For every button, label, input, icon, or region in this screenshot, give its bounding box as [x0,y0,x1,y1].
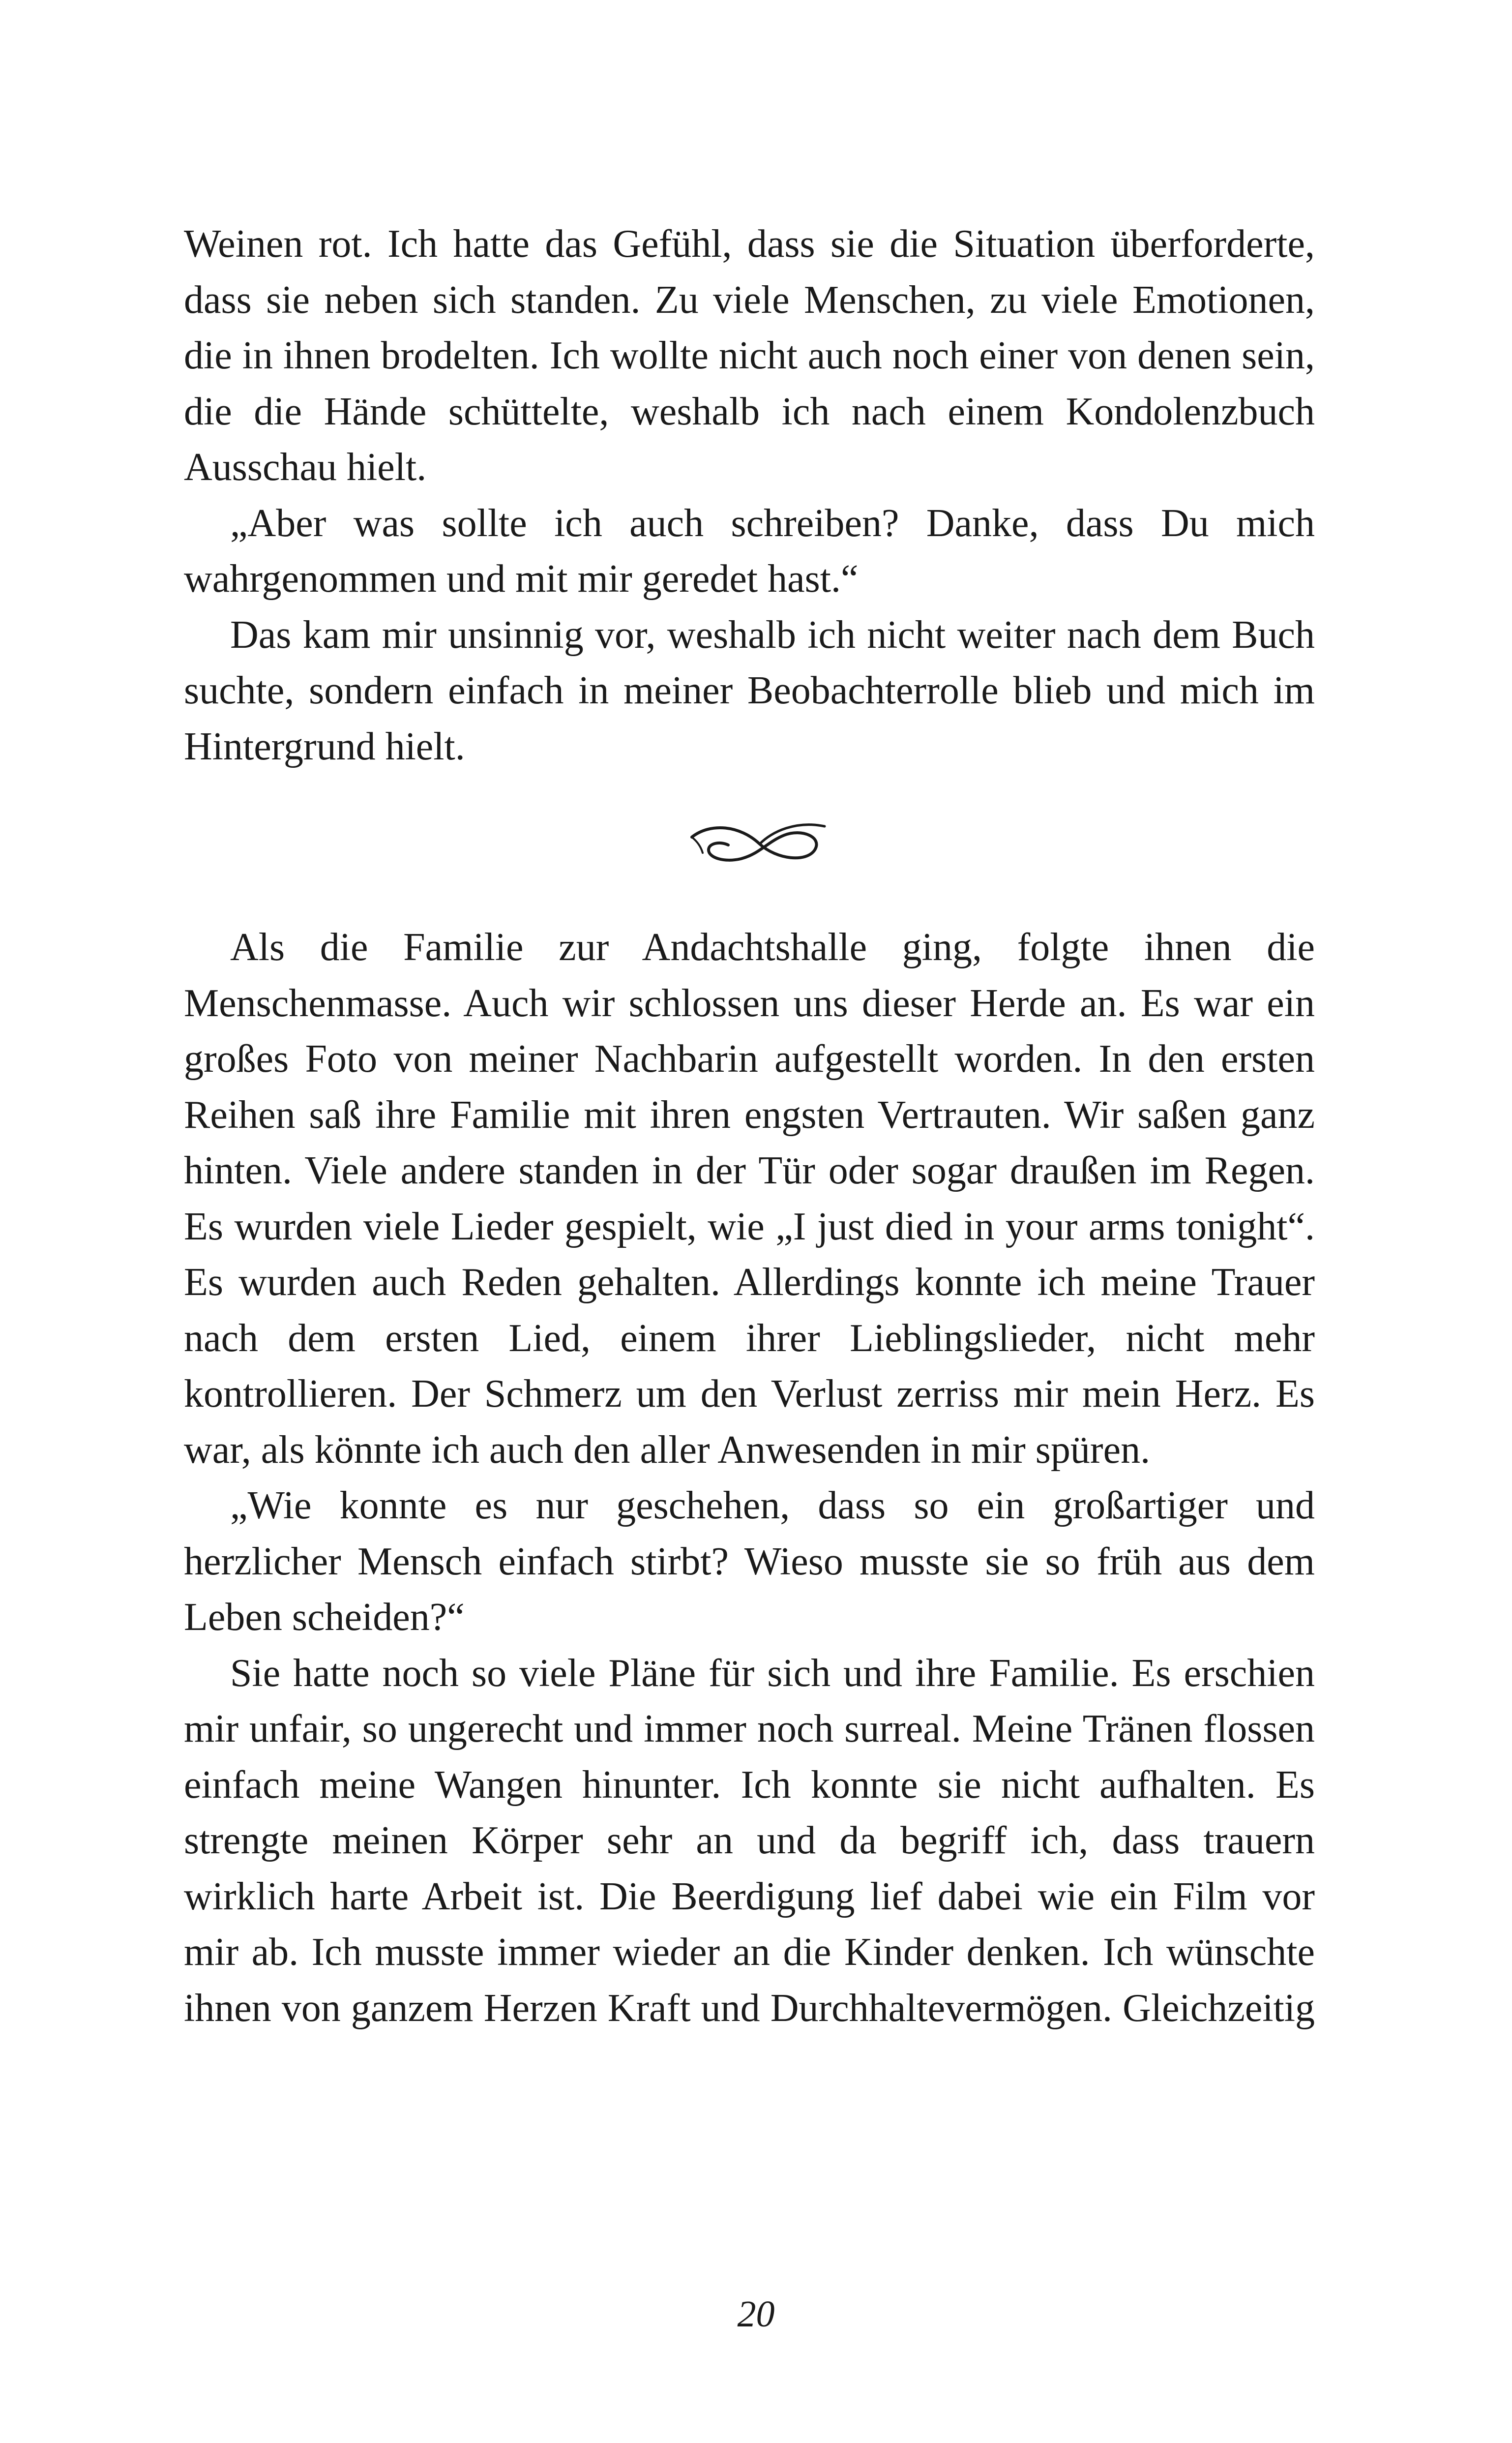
paragraph: Als die Familie zur Andachtshalle ging, folgte ihnen die Menschenmasse. Auch wir schlossen uns dieser Herde an. Es war ein großes Foto von meiner Nachbarin aufgestellt worden. In den ersten Reihen saß ihre Familie mit ihren engsten Vertrauten. Wir saßen ganz hinten. Viele andere standen in der Tür oder sogar draußen im Regen. Es wurden viele Lieder gespielt, wie „I just died in your arms tonight“. Es wurden auch Reden gehalten. Allerdings konnte ich meine Trauer nach dem ersten Lied, einem ihrer Lieblingslieder, nicht mehr kontrollieren. Der Schmerz um den Verlust zerriss mir mein Herz. Es war, als könnte ich auch den aller Anwesenden in mir spüren. [184,926,1315,1472]
page-number: 20 [737,2293,775,2335]
paragraph: „Aber was sollte ich auch schreiben? Danke, dass Du mich wahrgenommen und mit mir geredet hast.“ [184,501,1315,601]
paragraph: Das kam mir unsinnig vor, weshalb ich nicht weiter nach dem Buch suchte, sondern einfach in meiner Beobachterrolle blieb und mich im Hintergrund hielt. [184,613,1315,768]
paragraph: „Wie konnte es nur geschehen, dass so ein großartiger und herzlicher Mensch einfach stirbt? Wieso musste sie so früh aus dem Leben scheiden?“ [184,1484,1315,1639]
text-section-2 [184,920,1315,2036]
paragraph: Sie hatte noch so viele Pläne für sich und ihre Familie. Es erschien mir unfair, so ungerecht und immer noch surreal. Meine Tränen flossen einfach meine Wangen hinunter. Ich konnte sie nicht aufhalten. Es strengte meinen Körper sehr an und da begriff ich, dass trauern wirklich harte Arbeit ist. Die Beerdigung lief dabei wie ein Film vor mir ab. Ich musste immer wieder an die Kinder denken. Ich wünschte ihnen von ganzem Herzen Kraft und Durchhaltevermögen. Gleichzeitig [184,1651,1315,2030]
text-section-1 [184,216,1315,775]
flourish-divider-icon [686,812,829,871]
paragraph: Weinen rot. Ich hatte das Gefühl, dass sie die Situation überforderte, dass sie neben sich standen. Zu viele Menschen, zu viele Emotionen, die in ihnen brodelten. Ich wollte nicht auch noch einer von denen sein, die die Hände schüttelte, weshalb ich nach einem Kondolenzbuch Ausschau hielt. [184,222,1315,489]
